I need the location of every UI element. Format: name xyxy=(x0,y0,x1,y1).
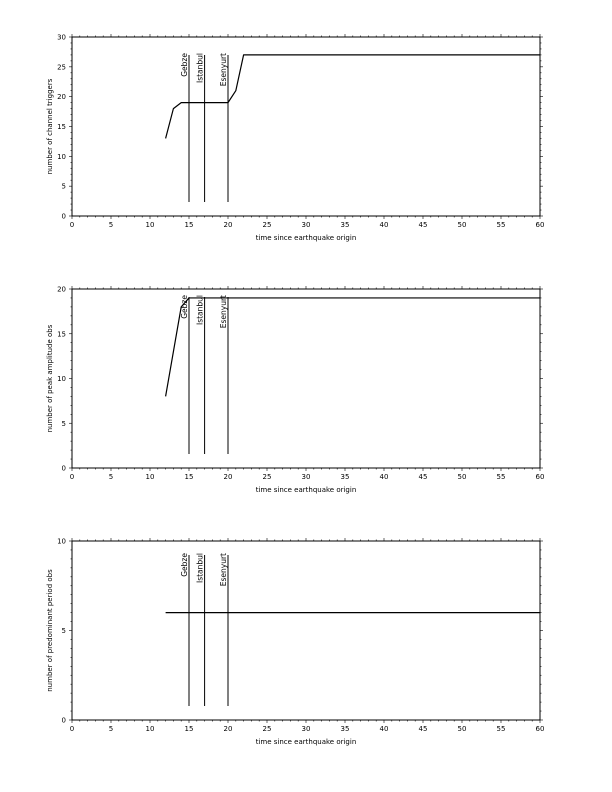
x-tick-label: 35 xyxy=(340,221,350,229)
plot-frame xyxy=(72,541,540,720)
x-tick-label: 5 xyxy=(108,221,114,229)
x-axis-label: time since earthquake origin xyxy=(255,234,357,242)
x-tick-label: 20 xyxy=(223,221,233,229)
x-tick-label: 35 xyxy=(340,725,350,733)
x-tick-label: 50 xyxy=(457,221,467,229)
x-tick-label: 45 xyxy=(418,725,428,733)
chart-panel-3 xyxy=(46,538,544,747)
y-axis-label: number of channel triggers xyxy=(46,78,54,175)
y-tick-label: 15 xyxy=(57,330,66,339)
chart-panels xyxy=(46,34,544,747)
y-tick-label: 10 xyxy=(57,537,66,546)
marker-label-gebze: Gebze xyxy=(180,295,189,319)
x-axis-label: time since earthquake origin xyxy=(255,486,357,494)
x-tick-label: 30 xyxy=(301,221,311,229)
plot-frame xyxy=(72,289,540,468)
x-tick-label: 10 xyxy=(145,221,155,229)
x-tick-label: 25 xyxy=(262,725,272,733)
marker-label-gebze: Gebze xyxy=(180,53,189,77)
x-tick-label: 45 xyxy=(418,221,428,229)
chart-panel-2 xyxy=(46,286,544,495)
y-tick-label: 20 xyxy=(57,285,66,294)
y-tick-label: 25 xyxy=(57,63,66,72)
x-tick-label: 40 xyxy=(379,221,389,229)
x-tick-label: 15 xyxy=(184,221,194,229)
y-axis-label: number of peak amplitude obs xyxy=(46,324,54,433)
y-axis-label: number of predominant period obs xyxy=(46,569,54,692)
y-tick-label: 5 xyxy=(61,182,66,191)
y-tick-label: 0 xyxy=(61,212,66,221)
marker-label-istanbul: Istanbul xyxy=(195,553,205,584)
x-tick-label: 10 xyxy=(145,725,155,733)
y-tick-label: 30 xyxy=(57,33,66,42)
x-tick-label: 35 xyxy=(340,473,350,481)
x-tick-label: 45 xyxy=(418,473,428,481)
y-tick-label: 0 xyxy=(61,716,66,725)
chart-panel-1 xyxy=(46,34,544,243)
plot-frame xyxy=(72,37,540,216)
x-tick-label: 0 xyxy=(69,221,75,229)
x-tick-label: 55 xyxy=(496,473,506,481)
marker-label-istanbul: Istanbul xyxy=(195,53,205,84)
x-tick-label: 55 xyxy=(496,725,506,733)
x-tick-label: 0 xyxy=(69,725,75,733)
x-tick-label: 10 xyxy=(145,473,155,481)
y-tick-label: 10 xyxy=(57,152,66,161)
marker-label-gebze: Gebze xyxy=(180,553,189,577)
x-tick-label: 25 xyxy=(262,473,272,481)
x-tick-label: 40 xyxy=(379,725,389,733)
x-tick-label: 50 xyxy=(457,473,467,481)
x-tick-label: 25 xyxy=(262,221,272,229)
x-tick-label: 30 xyxy=(301,725,311,733)
x-tick-label: 20 xyxy=(223,473,233,481)
x-tick-label: 50 xyxy=(457,725,467,733)
y-tick-label: 20 xyxy=(57,93,66,102)
x-tick-label: 5 xyxy=(108,725,114,733)
x-tick-label: 40 xyxy=(379,473,389,481)
x-tick-label: 5 xyxy=(108,473,114,481)
x-tick-label: 30 xyxy=(301,473,311,481)
marker-label-esenyurt: Esenyurt xyxy=(219,553,228,587)
x-tick-label: 55 xyxy=(496,221,506,229)
marker-label-esenyurt: Esenyurt xyxy=(219,295,228,329)
y-tick-label: 10 xyxy=(57,375,66,383)
y-tick-label: 5 xyxy=(61,627,66,635)
x-tick-label: 15 xyxy=(184,725,194,733)
marker-label-esenyurt: Esenyurt xyxy=(219,53,228,87)
x-tick-label: 60 xyxy=(535,473,545,481)
x-tick-label: 60 xyxy=(535,221,545,229)
y-tick-label: 15 xyxy=(57,123,66,131)
y-tick-label: 5 xyxy=(61,419,66,428)
y-tick-label: 0 xyxy=(61,464,66,473)
x-tick-label: 0 xyxy=(69,473,75,481)
x-axis-label: time since earthquake origin xyxy=(255,738,357,746)
x-tick-label: 15 xyxy=(184,473,194,481)
x-tick-label: 60 xyxy=(535,725,545,733)
marker-label-istanbul: Istanbul xyxy=(195,295,205,326)
x-tick-label: 20 xyxy=(223,725,233,733)
